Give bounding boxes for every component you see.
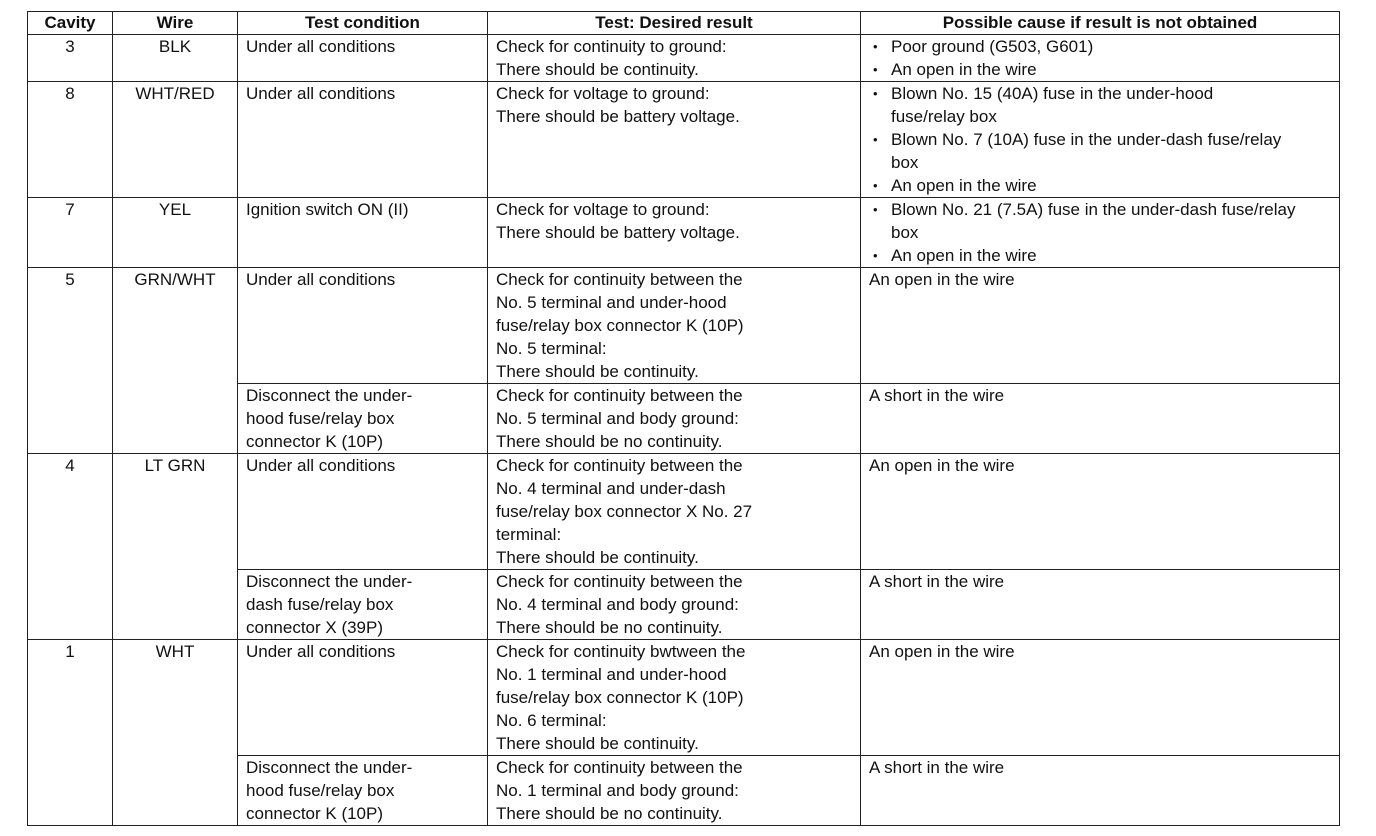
test-condition-cell [238, 35, 488, 82]
condition-line: Under all conditions [246, 37, 396, 56]
table-row [28, 268, 1340, 384]
possible-cause-cell: A short in the wire [861, 384, 1340, 454]
result-line: There should be continuity. [496, 734, 699, 753]
cause-item: • Blown No. 21 (7.5A) fuse in the under-dash fuse/relay box [869, 198, 1311, 244]
condition-line: hood fuse/relay box [246, 409, 395, 428]
condition-line: Disconnect the under- [246, 386, 413, 405]
result-line: Check for continuity bwtween the [496, 642, 746, 661]
test-condition-cell [238, 198, 488, 268]
result-line: There should be battery voltage. [496, 107, 740, 126]
cause-item: • Blown No. 15 (40A) fuse in the under-hood fuse/relay box [869, 82, 1291, 128]
possible-cause-cell [861, 82, 1340, 198]
table-row [28, 198, 1340, 268]
test-result-cell [488, 570, 861, 640]
test-condition-cell [238, 640, 488, 756]
result-line: There should be continuity. [496, 60, 699, 79]
test-condition-cell [238, 454, 488, 570]
result-line: Check for continuity between the [496, 456, 743, 475]
test-result-cell [488, 640, 861, 756]
test-result-cell [488, 82, 861, 198]
test-condition-cell [238, 570, 488, 640]
result-line: terminal: [496, 525, 562, 544]
possible-cause-cell: An open in the wire [861, 268, 1340, 384]
result-line: No. 4 terminal and body ground: [496, 595, 739, 614]
header-possible-cause: Possible cause if result is not obtained [861, 12, 1340, 35]
result-line: No. 5 terminal and body ground: [496, 409, 739, 428]
test-result-cell [488, 268, 861, 384]
condition-line: connector X (39P) [246, 618, 384, 637]
cause-item: • An open in the wire [869, 58, 1339, 81]
cause-list [869, 35, 1339, 81]
test-condition-cell [238, 268, 488, 384]
result-line: No. 5 terminal and under-hood [496, 293, 727, 312]
test-condition-cell [238, 756, 488, 826]
result-line: Check for voltage to ground: [496, 84, 710, 103]
cavity-cell: 3 [28, 35, 113, 82]
test-result-cell [488, 35, 861, 82]
condition-line: hood fuse/relay box [246, 781, 395, 800]
possible-cause-cell: A short in the wire [861, 756, 1340, 826]
table-row [28, 82, 1340, 198]
condition-line: Under all conditions [246, 84, 396, 103]
result-line: fuse/relay box connector K (10P) [496, 688, 744, 707]
cause-item: • Blown No. 7 (10A) fuse in the under-dash fuse/relay box [869, 128, 1291, 174]
header-cavity: Cavity [28, 12, 113, 35]
diagnostic-table-container [27, 11, 1339, 822]
result-line: No. 4 terminal and under-dash [496, 479, 726, 498]
cavity-cell: 5 [28, 268, 113, 454]
test-result-cell [488, 198, 861, 268]
result-line: No. 5 terminal: [496, 339, 607, 358]
cavity-cell: 1 [28, 640, 113, 826]
possible-cause-cell [861, 198, 1340, 268]
condition-line: Under all conditions [246, 270, 396, 289]
result-line: Check for continuity to ground: [496, 37, 727, 56]
wire-cell: WHT/RED [113, 82, 238, 198]
test-result-cell [488, 454, 861, 570]
result-line: There should be continuity. [496, 362, 699, 381]
result-line: There should be no continuity. [496, 804, 723, 823]
condition-line: Ignition switch ON (II) [246, 200, 409, 219]
result-line: Check for continuity between the [496, 386, 743, 405]
table-row [28, 454, 1340, 570]
result-line: No. 1 terminal and body ground: [496, 781, 739, 800]
wire-cell: BLK [113, 35, 238, 82]
test-condition-cell [238, 384, 488, 454]
condition-line: Under all conditions [246, 456, 396, 475]
test-condition-cell [238, 82, 488, 198]
header-wire: Wire [113, 12, 238, 35]
condition-line: connector K (10P) [246, 432, 384, 451]
test-result-cell [488, 756, 861, 826]
header-test-result: Test: Desired result [488, 12, 861, 35]
possible-cause-cell [861, 35, 1340, 82]
condition-line: dash fuse/relay box [246, 595, 394, 614]
result-line: fuse/relay box connector K (10P) [496, 316, 744, 335]
table-row [28, 640, 1340, 756]
cavity-cell: 7 [28, 198, 113, 268]
result-line: There should be battery voltage. [496, 223, 740, 242]
condition-line: Disconnect the under- [246, 572, 413, 591]
result-line: Check for continuity between the [496, 572, 743, 591]
condition-line: Under all conditions [246, 642, 396, 661]
cavity-cell: 4 [28, 454, 113, 640]
cause-item: • Poor ground (G503, G601) [869, 35, 1339, 58]
wire-cell: YEL [113, 198, 238, 268]
wire-cell: GRN/WHT [113, 268, 238, 454]
condition-line: connector K (10P) [246, 804, 384, 823]
connector-test-table [27, 11, 1340, 826]
result-line: fuse/relay box connector X No. 27 [496, 502, 753, 521]
result-line: Check for continuity between the [496, 758, 743, 777]
possible-cause-cell: A short in the wire [861, 570, 1340, 640]
cause-item: • An open in the wire [869, 244, 1339, 267]
cavity-cell: 8 [28, 82, 113, 198]
test-result-cell [488, 384, 861, 454]
wire-cell: LT GRN [113, 454, 238, 640]
header-row [28, 12, 1340, 35]
result-line: There should be no continuity. [496, 432, 723, 451]
cause-list [869, 82, 1339, 197]
cause-list [869, 198, 1339, 267]
result-line: No. 1 terminal and under-hood [496, 665, 727, 684]
result-line: Check for continuity between the [496, 270, 743, 289]
possible-cause-cell: An open in the wire [861, 640, 1340, 756]
cause-item: • An open in the wire [869, 174, 1339, 197]
wire-cell: WHT [113, 640, 238, 826]
condition-line: Disconnect the under- [246, 758, 413, 777]
possible-cause-cell: An open in the wire [861, 454, 1340, 570]
result-line: There should be no continuity. [496, 618, 723, 637]
result-line: There should be continuity. [496, 548, 699, 567]
result-line: No. 6 terminal: [496, 711, 607, 730]
table-row [28, 35, 1340, 82]
header-test-condition: Test condition [238, 12, 488, 35]
result-line: Check for voltage to ground: [496, 200, 710, 219]
